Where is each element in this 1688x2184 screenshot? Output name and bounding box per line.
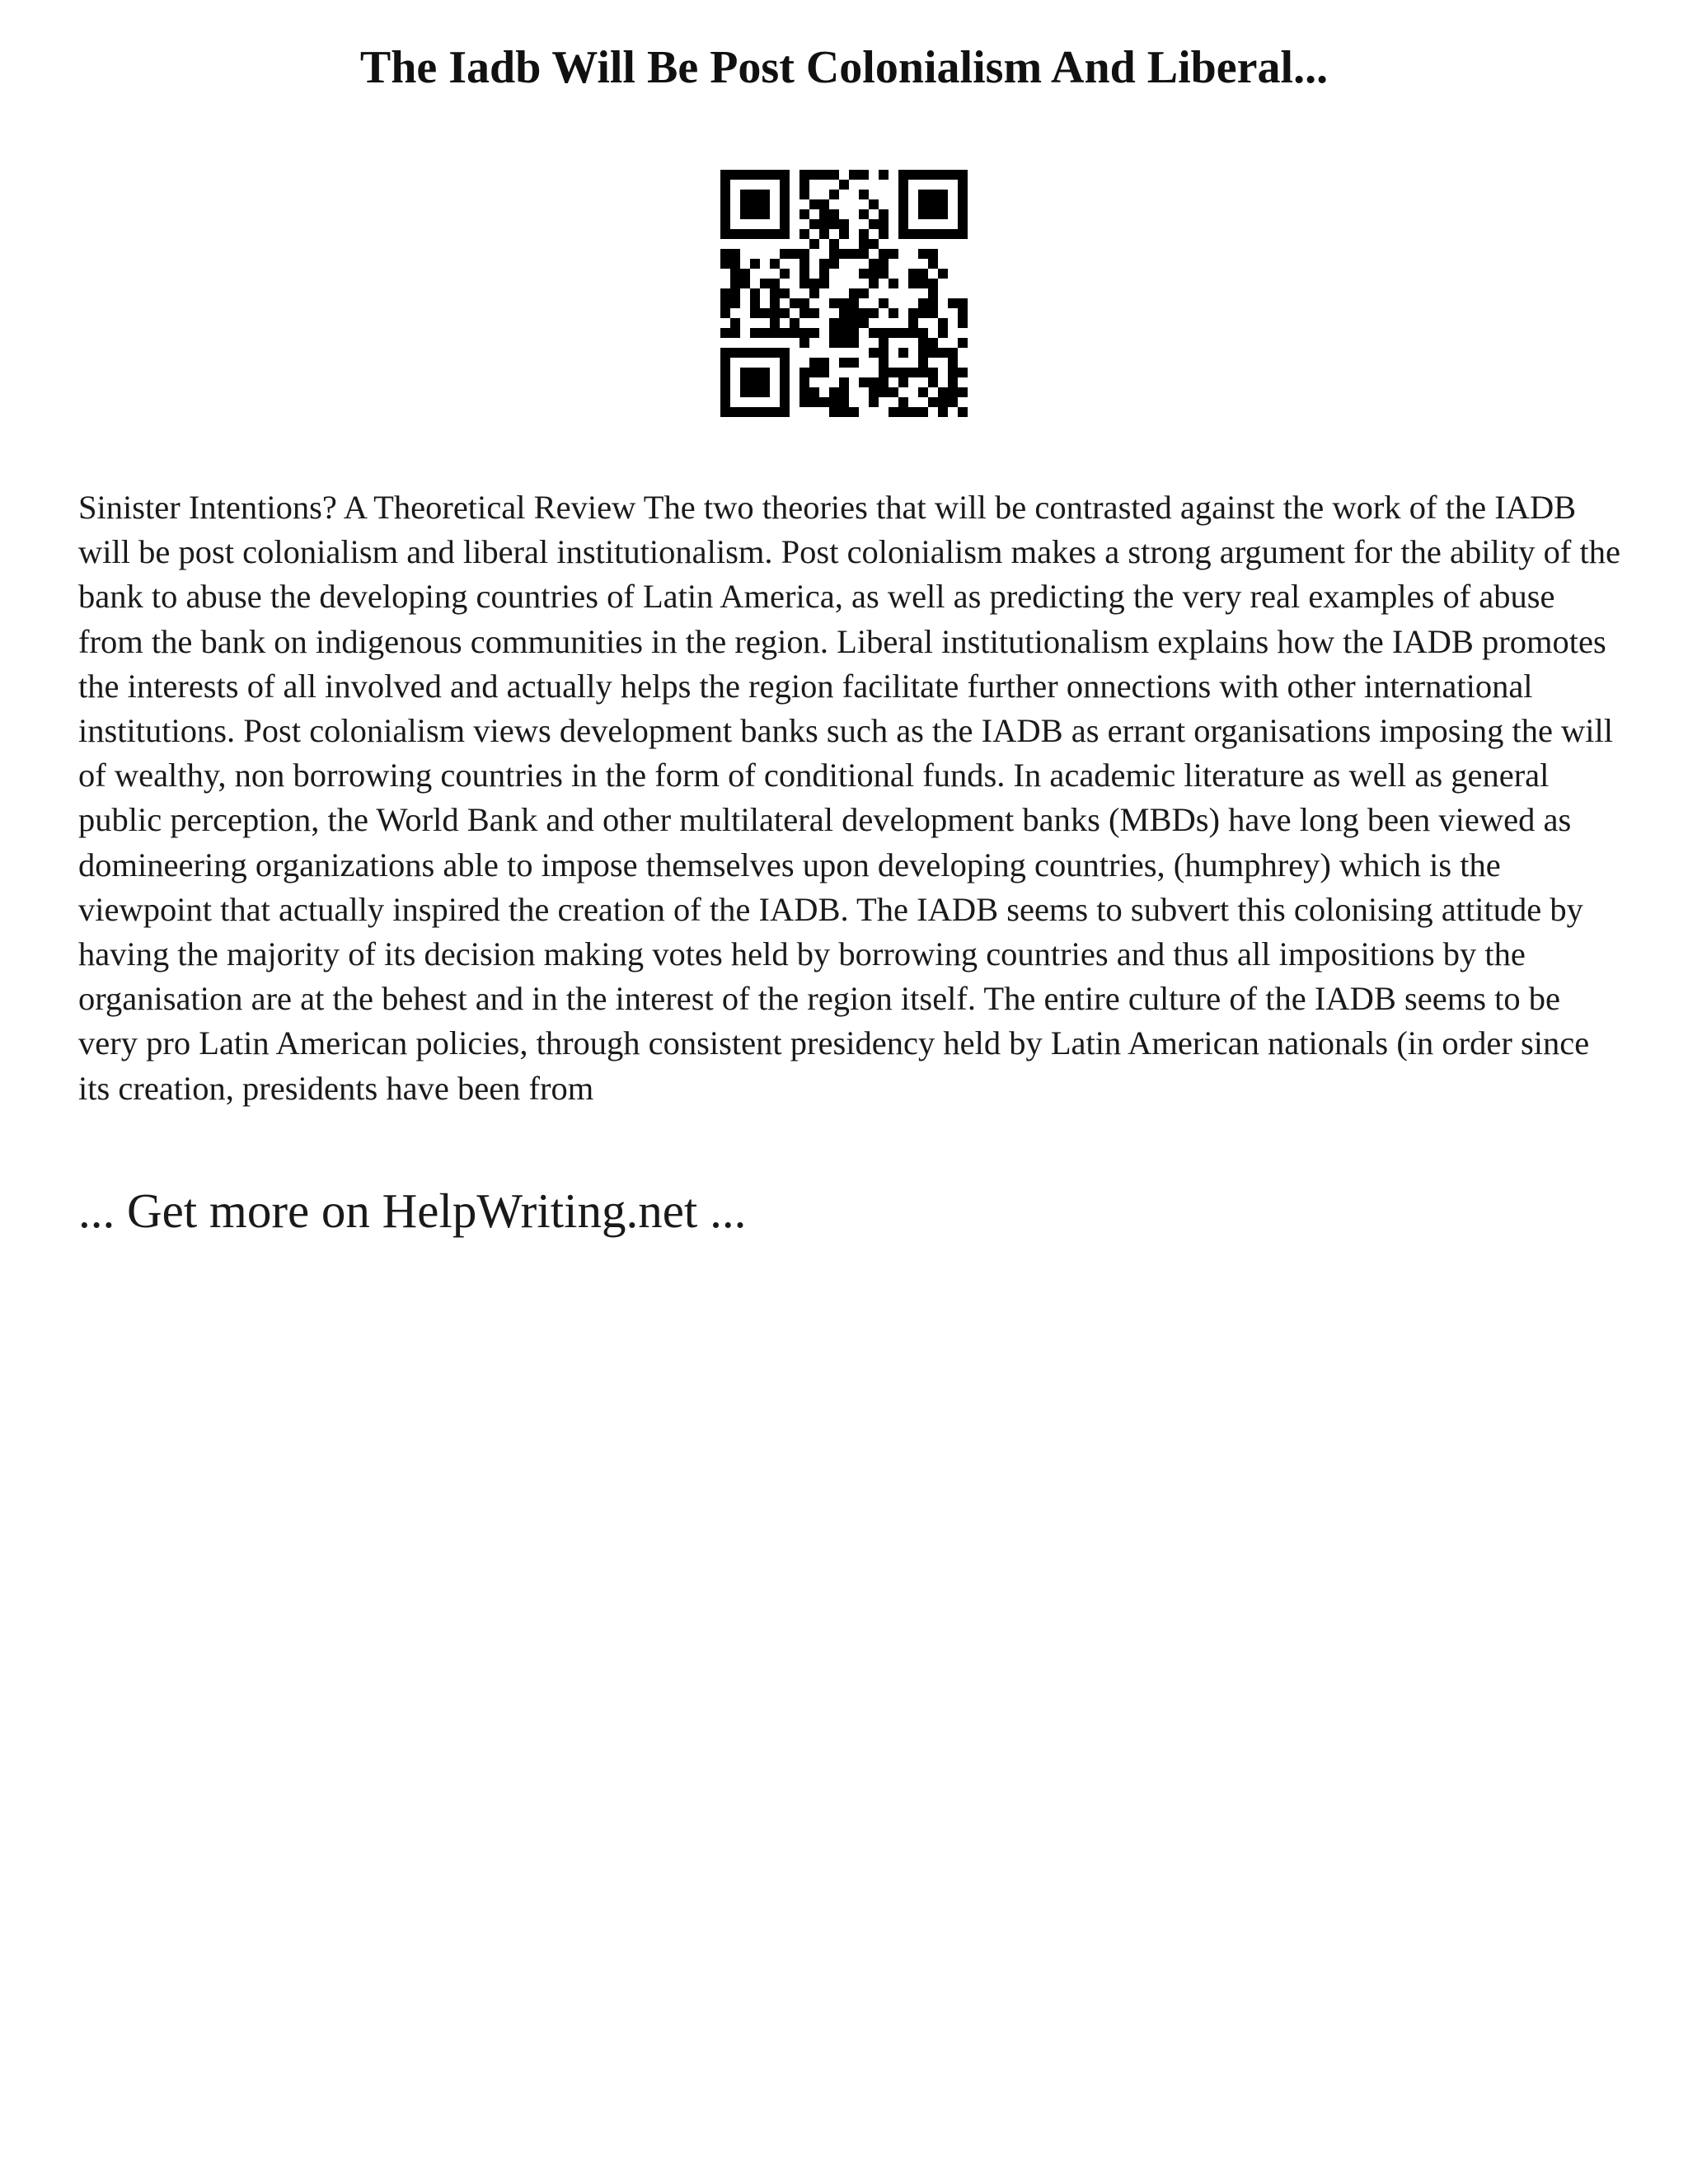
get-more-link[interactable]: ... Get more on HelpWriting.net ... [78,1183,747,1238]
page-title: The Iadb Will Be Post Colonialism And Liberal... [359,42,1329,93]
qr-code-icon [720,170,968,417]
body-paragraph: Sinister Intentions? A Theoretical Review The two theories that will be contrasted against the work of the IADB will be post colonialism and liberal institutionalism. Post colonialism makes a strong argument for the ability of the bank to abuse the developing countries of Latin America, as well as predicting the very real examples of abuse from the bank on indigenous communities in the region. Liberal institutionalism explains how the IADB promotes the interests of all involved and actually helps the region facilitate further onnections with other international institutions. Post colonialism views development banks such as the IADB as errant organisations imposing the will of wealthy, non borrowing countries in the form of conditional funds. In academic literature as well as general public perception, the World Bank and other multilateral development banks (MBDs) have long been viewed as domineering organizations able to impose themselves upon developing countries, (humphrey) which is the viewpoint that actually inspired the creation of the IADB. The IADB seems to subvert this colonising attitude by having the majority of its decision making votes held by borrowing countries and thus all impositions by the organisation are at the behest and in the interest of the region itself. The entire culture of the IADB seems to be very pro Latin American policies, through consistent presidency held by Latin American nationals (in order since its creation, presidents have been from [78,489,1620,1107]
